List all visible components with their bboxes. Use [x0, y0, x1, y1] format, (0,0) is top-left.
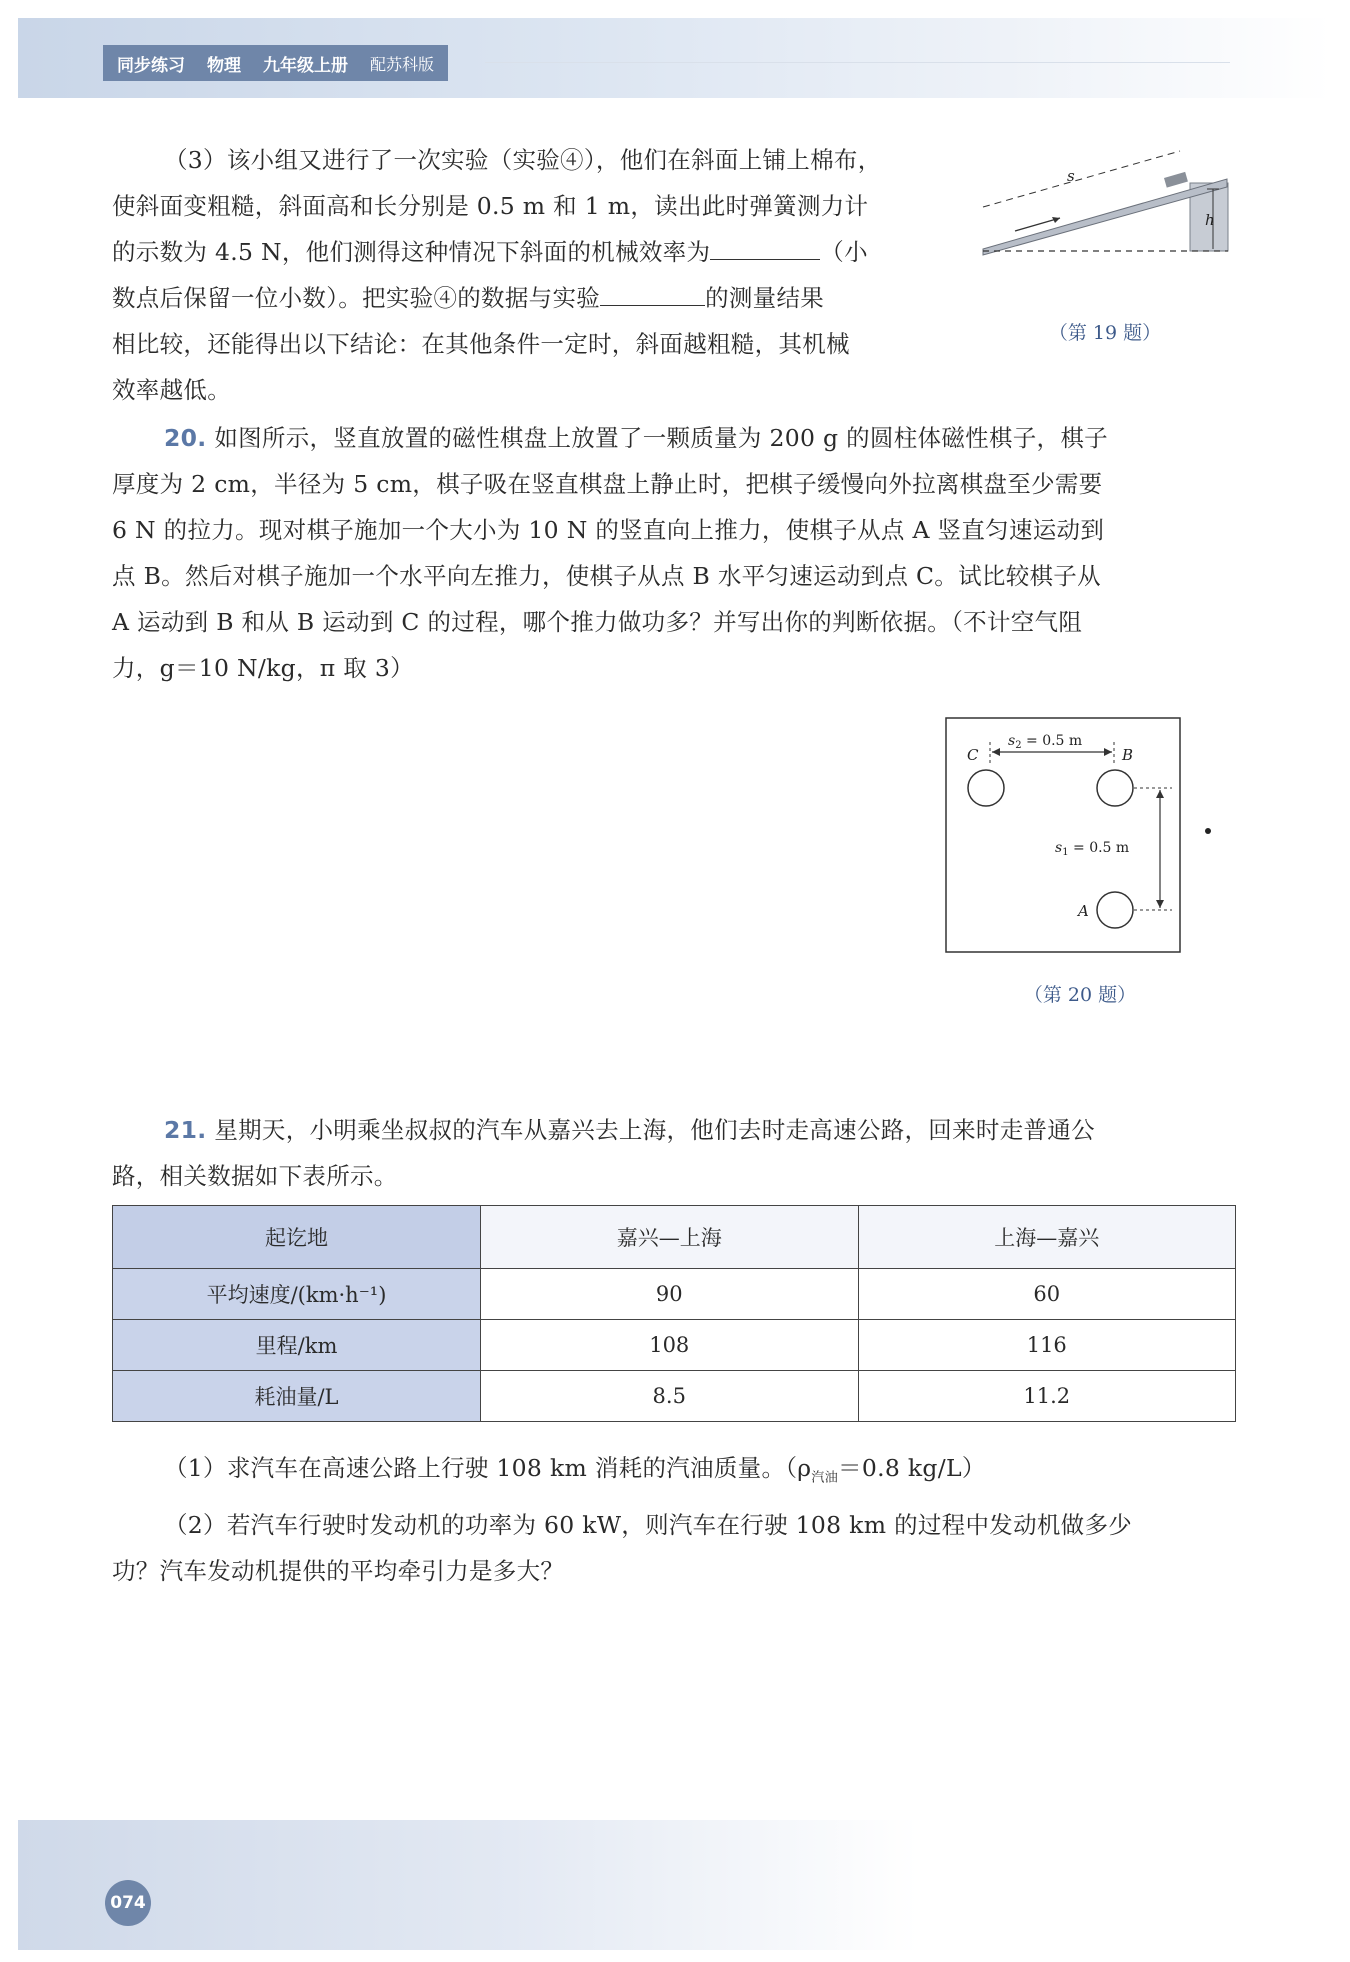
table-head-jx-sh: 嘉兴—上海 [481, 1206, 859, 1269]
edition-title: 配苏科版 [370, 54, 435, 74]
cell-fuel-b: 11.2 [858, 1371, 1236, 1422]
piece-B [1097, 770, 1133, 806]
s1-arrow-top [1156, 790, 1164, 798]
table-header-row [113, 1206, 1236, 1269]
label-A: A [1078, 902, 1089, 920]
q21-number: 21. [164, 1116, 207, 1144]
s1-label: $s_1 = 0.5$ m [1055, 840, 1130, 858]
s2-arrow-right [1104, 748, 1112, 756]
cart [1164, 172, 1188, 188]
grade-title: 九年级上册 [263, 55, 348, 76]
q21-subquestions [112, 1445, 1242, 1594]
table-row [113, 1320, 1236, 1371]
cell-fuel-a: 8.5 [481, 1371, 859, 1422]
s-dimension-line [983, 151, 1180, 207]
cell-speed-b: 60 [858, 1269, 1236, 1320]
q20-number: 20. [164, 424, 207, 452]
series-title: 同步练习 [117, 55, 185, 76]
answer-blank-experiment[interactable] [600, 304, 705, 306]
chessboard-frame [946, 718, 1180, 952]
footer-band [18, 1820, 918, 1950]
piece-C [968, 770, 1004, 806]
h-label: h [1205, 211, 1215, 229]
cell-distance-a: 108 [481, 1320, 859, 1371]
row-label-speed: 平均速度/(km·h⁻¹) [113, 1269, 481, 1320]
s1-arrow-bottom [1156, 900, 1164, 908]
q20-text: 20. 如图所示，竖直放置的磁性棋盘上放置了一颗质量为 200 g 的圆柱体磁性棋子，棋子 厚度为 2 cm，半径为 5 cm，棋子吸在竖直棋盘上静止时，把棋子缓慢向外拉离棋盘至少需要 6 N 的拉力。现对棋子施加一个大小为 10 N 的竖直向上推力，使棋子从点 A 竖直匀速运动到 点 B。然后对棋子施加一个水平向左推力，使棋子从点 B 水平匀速运动到点 C。试比较棋子从 A 运动到 B 和从 B 运动到 C 的过程，哪个推力做功多？并写出你的判断依据。（不计空气阻 力，g＝10 N/kg，π 取 3） [112, 424, 1108, 682]
figure-19-caption: （第 19 题） [1048, 322, 1162, 344]
table-head-sh-jx: 上海—嘉兴 [858, 1206, 1236, 1269]
header-rule [485, 62, 1230, 63]
label-C: C [967, 746, 979, 764]
header-tab [103, 45, 448, 81]
figure-20-caption: （第 20 题） [1023, 984, 1137, 1006]
answer-blank-efficiency[interactable] [710, 258, 820, 260]
label-B: B [1122, 746, 1134, 764]
table-row [113, 1269, 1236, 1320]
row-label-distance: 里程/km [113, 1320, 481, 1371]
table-row [113, 1371, 1236, 1422]
row-label-fuel: 耗油量/L [113, 1371, 481, 1422]
q19-part3: （3）该小组又进行了一次实验（实验④），他们在斜面上铺上棉布， 使斜面变粗糙，斜面高和长分别是 0.5 m 和 1 m，读出此时弹簧测力计 的示数为 4.5 N，他们测得这种情况下斜面的机械效率为 （小 数点后保留一位小数）。把实验④的数据与实验 的测量结果 相比较，还能得出以下结论：在其他条件一定时，斜面越粗糙，其机械 效率越低。 [112, 146, 882, 404]
q21-sub2-line2: 功？汽车发动机提供的平均牵引力是多大？ [112, 1556, 565, 1585]
q21-sub2-line1: （2）若汽车行驶时发动机的功率为 60 kW，则汽车在行驶 108 km 的过程中发动机做多少 [164, 1510, 1133, 1539]
cell-distance-b: 116 [858, 1320, 1236, 1371]
s2-label: $s_2 = 0.5$ m [1008, 733, 1083, 751]
s-label: s [1067, 167, 1075, 185]
piece-A [1097, 892, 1133, 928]
subject-title: 物理 [207, 55, 241, 76]
page-number: 074 [105, 1880, 151, 1926]
trip-data-table [112, 1205, 1236, 1422]
chessboard-figure [940, 712, 1220, 962]
q21-text: 21. 星期天，小明乘坐叔叔的汽车从嘉兴去上海，他们去时走高速公路，回来时走普通公 路，相关数据如下表所示。 [112, 1116, 1095, 1190]
s2-arrow-left [992, 748, 1000, 756]
incline-figure [975, 145, 1245, 285]
stray-dot [1205, 828, 1211, 834]
cell-speed-a: 90 [481, 1269, 859, 1320]
table-head-route: 起讫地 [113, 1206, 481, 1269]
q21-sub1: （1）求汽车在高速公路上行驶 108 km 消耗的汽油质量。（$\rho_{汽油}=0.8$ kg/L） [164, 1454, 986, 1486]
